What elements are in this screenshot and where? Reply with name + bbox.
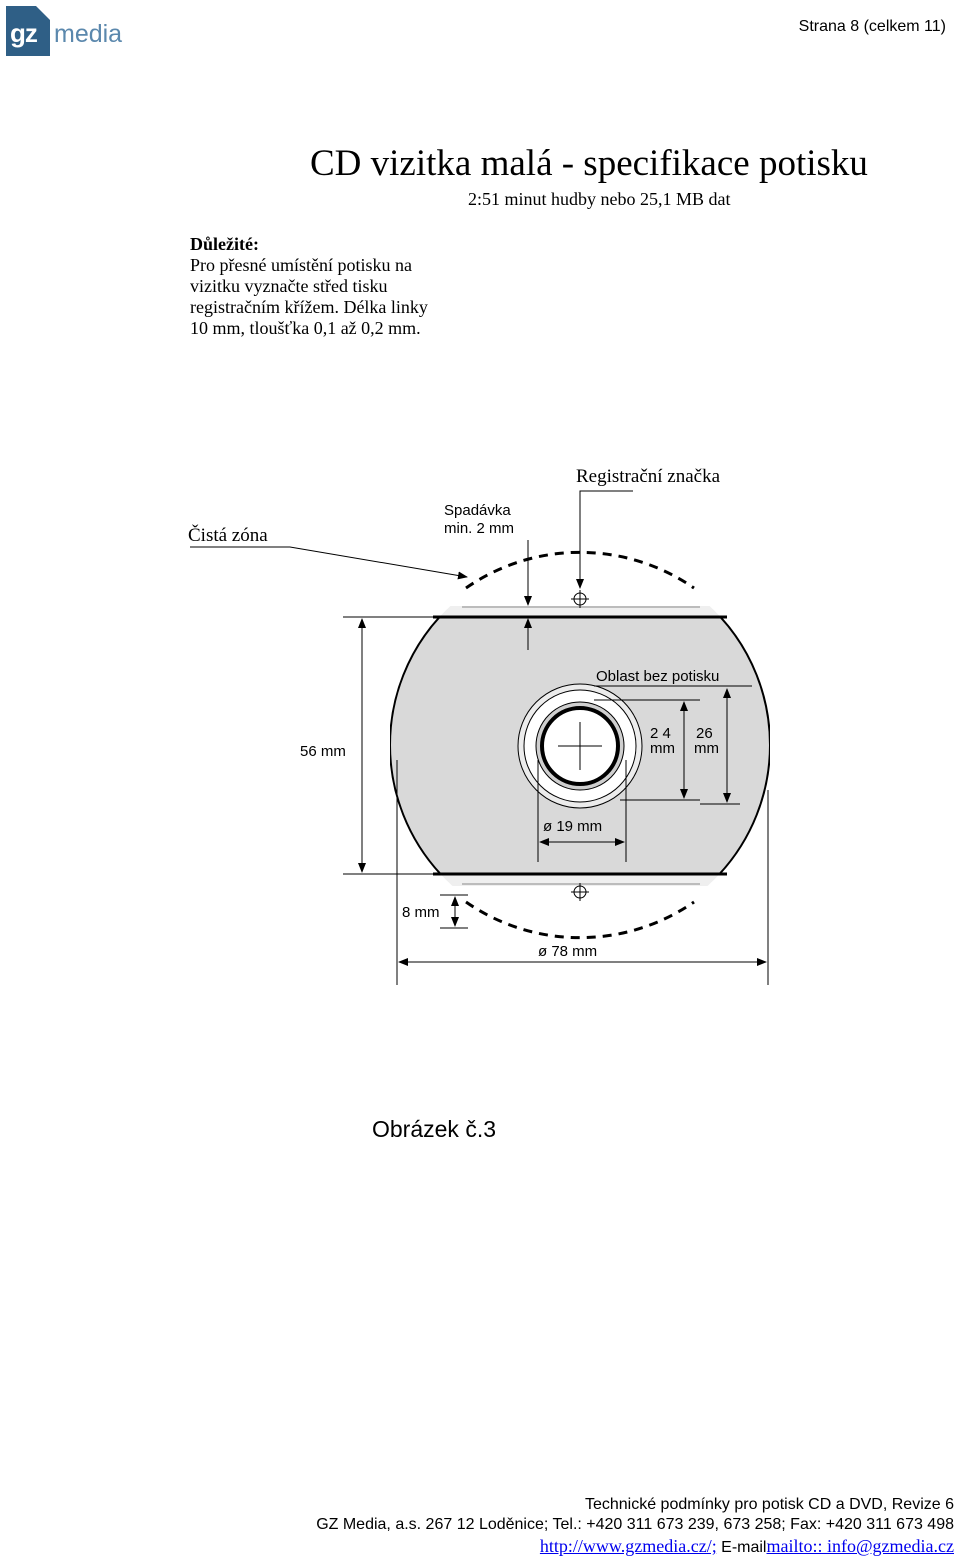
note-line: Pro přesné umístění potisku na — [190, 255, 412, 275]
note-heading: Důležité: — [190, 234, 259, 254]
no-print-area-label: Oblast bez potisku — [596, 668, 720, 685]
note-line: 10 mm, tloušťka 0,1 až 0,2 mm. — [190, 318, 421, 338]
logo-gz-text: gz — [10, 18, 37, 48]
bleed-label-line1: Spadávka — [444, 502, 511, 519]
website-link[interactable]: http://www.gzmedia.cz/; — [539, 1536, 717, 1556]
footer-document-title: Technické podmínky pro potisk CD a DVD, Revize 6 — [584, 1496, 954, 1513]
clean-zone-leader — [190, 547, 467, 577]
note-line: vizitku vyznačte střed tisku — [190, 276, 388, 296]
dim-24-value: 2 4 — [650, 725, 671, 742]
important-note — [190, 234, 428, 339]
cd-hub — [518, 684, 642, 808]
dim-8-label: 8 mm — [402, 904, 440, 921]
clean-zone-bottom-arc — [466, 902, 694, 938]
logo-fold-corner — [36, 6, 50, 20]
footer-links — [540, 1536, 954, 1557]
page-title: CD vizitka malá - specifikace potisku — [310, 143, 868, 184]
note-line: registračním křížem. Délka linky — [190, 297, 428, 317]
registration-mark-top — [571, 590, 589, 608]
page-subtitle: 2:51 minut hudby nebo 25,1 MB dat — [468, 189, 731, 209]
bleed-label-line2: min. 2 mm — [444, 520, 515, 537]
registration-leader — [580, 491, 633, 588]
dim-26-value: 26 — [696, 725, 713, 742]
page-number: Strana 8 (celkem 11) — [798, 18, 946, 35]
email-label: E-mail — [716, 1539, 767, 1556]
clean-zone-label: Čistá zóna — [188, 525, 268, 546]
dim-24-unit: mm — [650, 740, 675, 757]
diam-78-label: ø 78 mm — [538, 943, 598, 960]
gz-media-logo — [6, 6, 123, 58]
footer-company-contacts: GZ Media, a.s. 267 12 Loděnice; Tel.: +420 311 673 239, 673 258; Fax: +420 311 673 498 — [316, 1516, 954, 1533]
email-link[interactable]: mailto:: info@gzmedia.cz — [766, 1536, 954, 1556]
diam-19-label: ø 19 mm — [543, 818, 603, 835]
height-56-label: 56 mm — [300, 743, 346, 760]
figure-caption: Obrázek č.3 — [372, 1116, 496, 1142]
registration-mark-label: Registrační značka — [576, 466, 721, 487]
cd-card-diagram — [0, 440, 960, 1000]
dim-26-unit: mm — [694, 740, 719, 757]
logo-media-text: media — [54, 20, 123, 48]
